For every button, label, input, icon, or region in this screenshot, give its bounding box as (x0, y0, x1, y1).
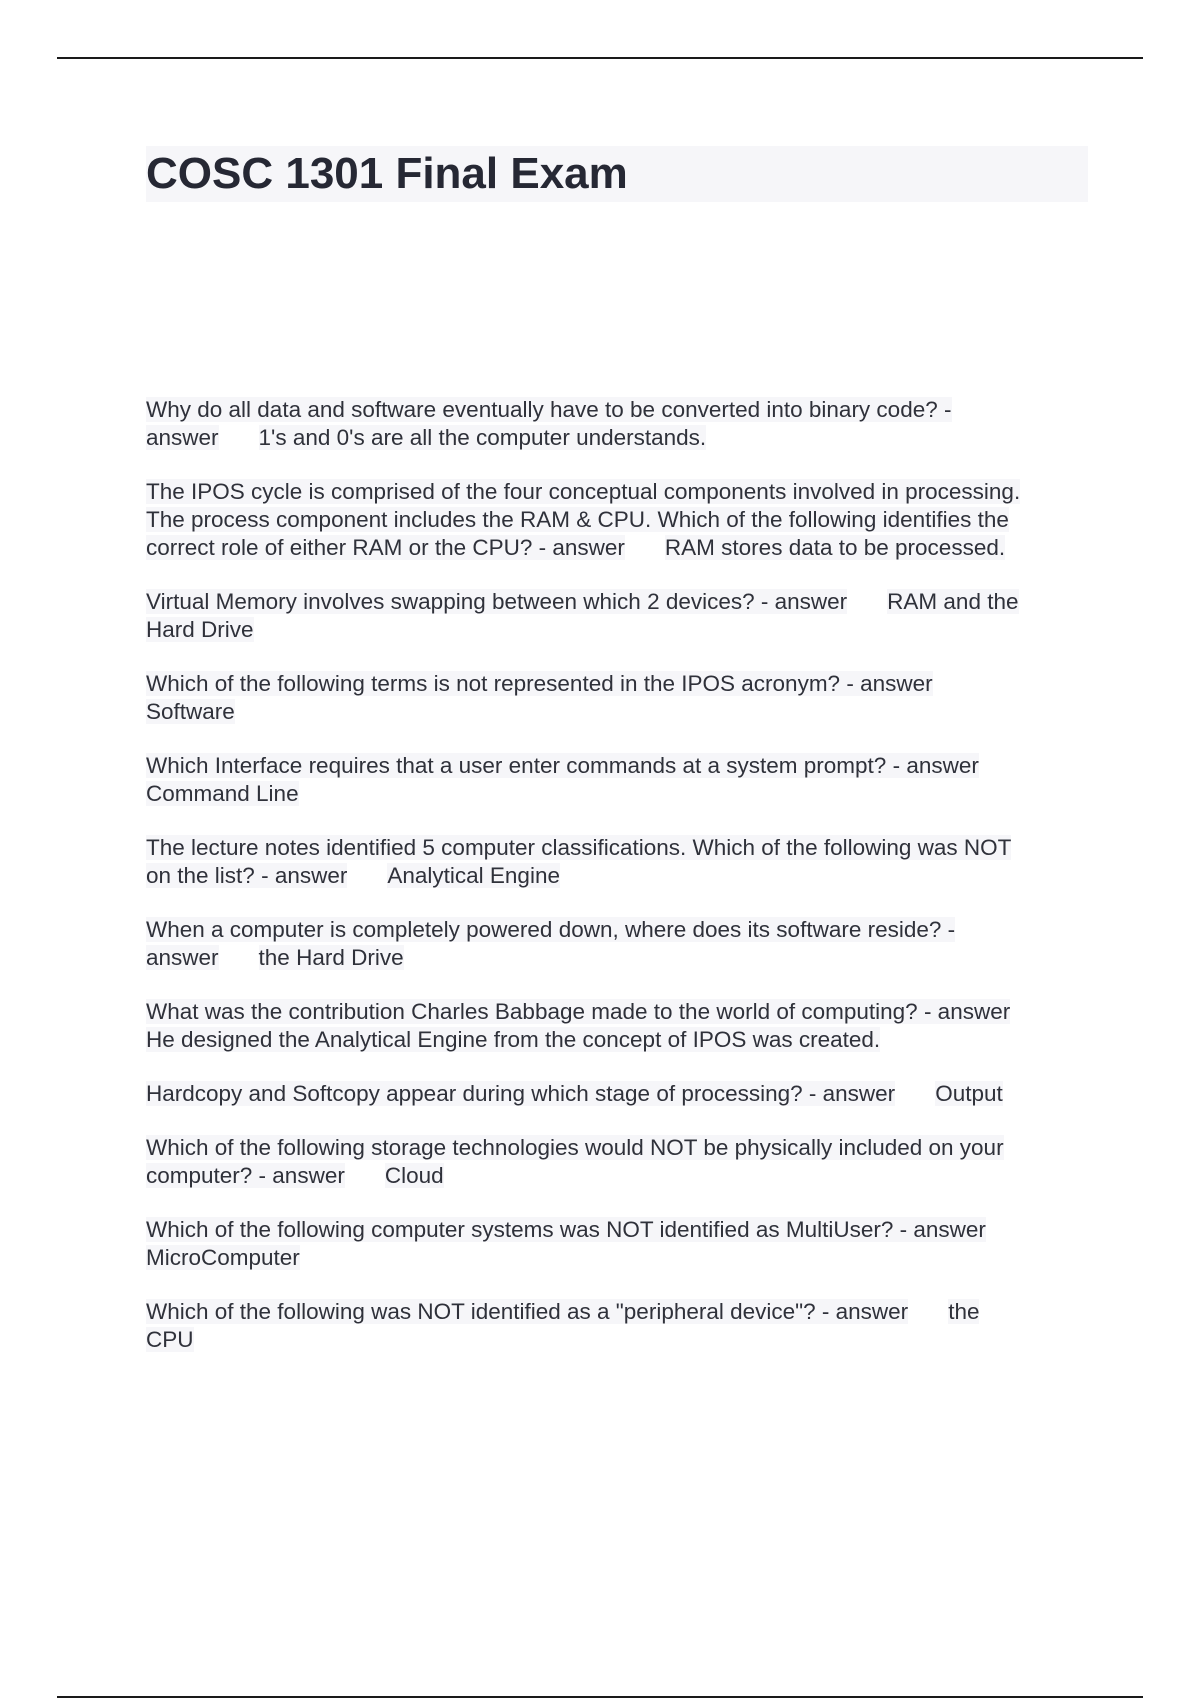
answer-text: Software (146, 699, 235, 724)
qa-item (146, 1080, 1096, 1108)
qa-item (146, 1216, 1096, 1272)
question-text: correct role of either RAM or the CPU? - answer (146, 535, 625, 560)
question-text: computer? - answer (146, 1163, 345, 1188)
question-text: answer (146, 945, 219, 970)
qa-item (146, 752, 1096, 808)
question-text: Virtual Memory involves swapping between which 2 devices? - answer (146, 589, 848, 614)
qa-item (146, 1134, 1096, 1190)
qa-item (146, 478, 1096, 562)
answer-text: Analytical Engine (387, 863, 560, 888)
answer-text: CPU (146, 1327, 194, 1352)
answer-text: He designed the Analytical Engine from the concept of IPOS was created. (146, 1027, 881, 1052)
answer-text: Command Line (146, 781, 299, 806)
answer-text: the Hard Drive (258, 945, 404, 970)
question-text: When a computer is completely powered down, where does its software reside? - (146, 917, 956, 942)
qa-item (146, 834, 1096, 890)
answer-text: Hard Drive (146, 617, 254, 642)
answer-text: MicroComputer (146, 1245, 300, 1270)
question-text: Why do all data and software eventually have to be converted into binary code? - (146, 397, 952, 422)
qa-item (146, 396, 1096, 452)
question-text: Which of the following storage technologies would NOT be physically included on your (146, 1135, 1004, 1160)
answer-text: Cloud (384, 1163, 444, 1188)
top-rule (57, 57, 1143, 59)
question-text: The process component includes the RAM & CPU. Which of the following identifies the (146, 507, 1009, 532)
question-text: Which of the following terms is not represented in the IPOS acronym? - answer (146, 671, 933, 696)
answer-text: Output (935, 1081, 1003, 1106)
question-text: on the list? - answer (146, 863, 348, 888)
qa-item (146, 670, 1096, 726)
question-text: The lecture notes identified 5 computer classifications. Which of the following was NOT (146, 835, 1012, 860)
answer-text: RAM and the (887, 589, 1019, 614)
answer-text: RAM stores data to be processed. (664, 535, 1006, 560)
question-text: answer (146, 425, 219, 450)
bottom-rule (57, 1696, 1143, 1698)
question-text: Which of the following computer systems was NOT identified as MultiUser? - answer (146, 1217, 986, 1242)
qa-item (146, 588, 1096, 644)
title-banner (146, 146, 1088, 202)
question-text: What was the contribution Charles Babbage made to the world of computing? - answer (146, 999, 1011, 1024)
document-title: COSC 1301 Final Exam (146, 149, 628, 198)
question-text: The IPOS cycle is comprised of the four conceptual components involved in processing. (146, 479, 1021, 504)
qa-item (146, 1298, 1096, 1354)
qa-item (146, 916, 1096, 972)
qa-item (146, 998, 1096, 1054)
answer-text: the (948, 1299, 980, 1324)
question-text: Which Interface requires that a user enter commands at a system prompt? - answer (146, 753, 979, 778)
answer-text: 1's and 0's are all the computer understands. (258, 425, 707, 450)
question-text: Which of the following was NOT identified as a "peripheral device"? - answer (146, 1299, 909, 1324)
question-text: Hardcopy and Softcopy appear during which stage of processing? - answer (146, 1081, 896, 1106)
qa-list (146, 396, 1096, 1380)
